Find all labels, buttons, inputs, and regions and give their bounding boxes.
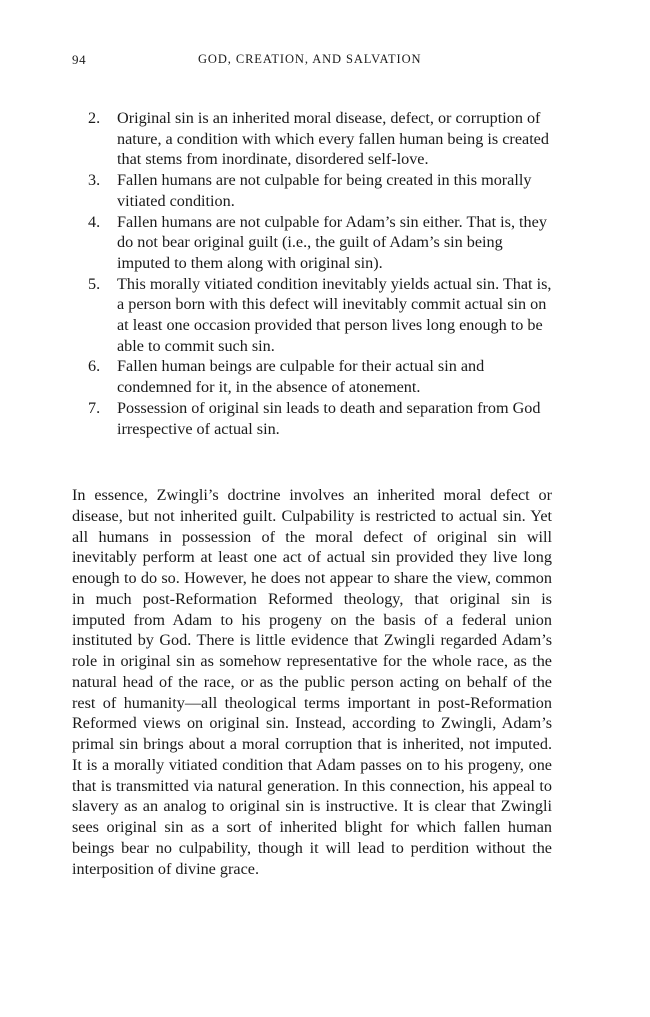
page-number: 94 [72, 52, 87, 67]
list-item-number: 6. [88, 357, 101, 376]
list-item-text: This morally vitiated condition inevitably yields actual sin. That is, a person born with this defect will inevitably commit actual sin on at least one occasion provided that person lives long enough to be able to commit such sin. [117, 274, 552, 355]
list-item-text: Fallen humans are not culpable for being created in this morally vitiated condition. [117, 171, 532, 210]
list-item-text: Fallen human beings are culpable for their actual sin and condemned for it, in the absence of atonement. [117, 357, 485, 397]
list-item [88, 170, 558, 211]
list-item [88, 356, 558, 397]
list-item [88, 274, 558, 357]
list-item [88, 108, 558, 170]
list-item-number: 2. [88, 109, 101, 127]
list-item-number: 4. [88, 212, 101, 231]
list-item-number: 3. [88, 171, 101, 190]
body-paragraph: In essence, Zwingli’s doctrine involves an inherited moral defect or disease, but not inherited guilt. Culpability is restricted to actual sin. Yet all humans in possession of the moral defect of original sin will inevitably perform at least one act of actual sin provided they live long enough to do so. However, he does not appear to share the view, common in much post-Reformation Reformed theology, that original sin is imputed from Adam to his progeny on the basis of a federal union instituted by God. There is little evidence that Zwingli regarded Adam’s role in original sin as somehow representative for the whole race, as the natural head of the race, or as the public person acting on behalf of the rest of humanity—all theological terms important in post-Reformation Reformed views on original sin. Instead, according to Zwingli, Adam’s primal sin brings about a moral corruption that is inherited, not imputed. It is a morally vitiated condition that Adam passes on to his progeny, one that is transmitted via natural generation. In this connection, his appeal to slavery as an analog to original sin is instructive. It is clear that Zwingli sees original sin as a sort of inherited blight for which fallen human beings bear no culpability, though it will lead to perdition without the interposition of divine grace. [72, 486, 552, 878]
list-item [88, 398, 558, 439]
list-item-number: 7. [88, 398, 101, 417]
list-item-text: Fallen humans are not culpable for Adam’s sin either. That is, they do not bear original guilt (i.e., the guilt of Adam’s sin being imputed to them along with original sin). [117, 212, 547, 272]
list-item-number: 5. [88, 274, 101, 293]
list-item [88, 212, 558, 274]
list-item-text: Original sin is an inherited moral disease, defect, or corruption of nature, a condition with which every fallen human being is created that stems from inordinate, disordered self-love. [117, 109, 549, 169]
list-item-text: Possession of original sin leads to death and separation from God irrespective of actual sin. [117, 398, 541, 438]
running-title: GOD, CREATION, AND SALVATION [198, 52, 422, 66]
running-head [72, 52, 552, 70]
numbered-list [88, 108, 558, 439]
